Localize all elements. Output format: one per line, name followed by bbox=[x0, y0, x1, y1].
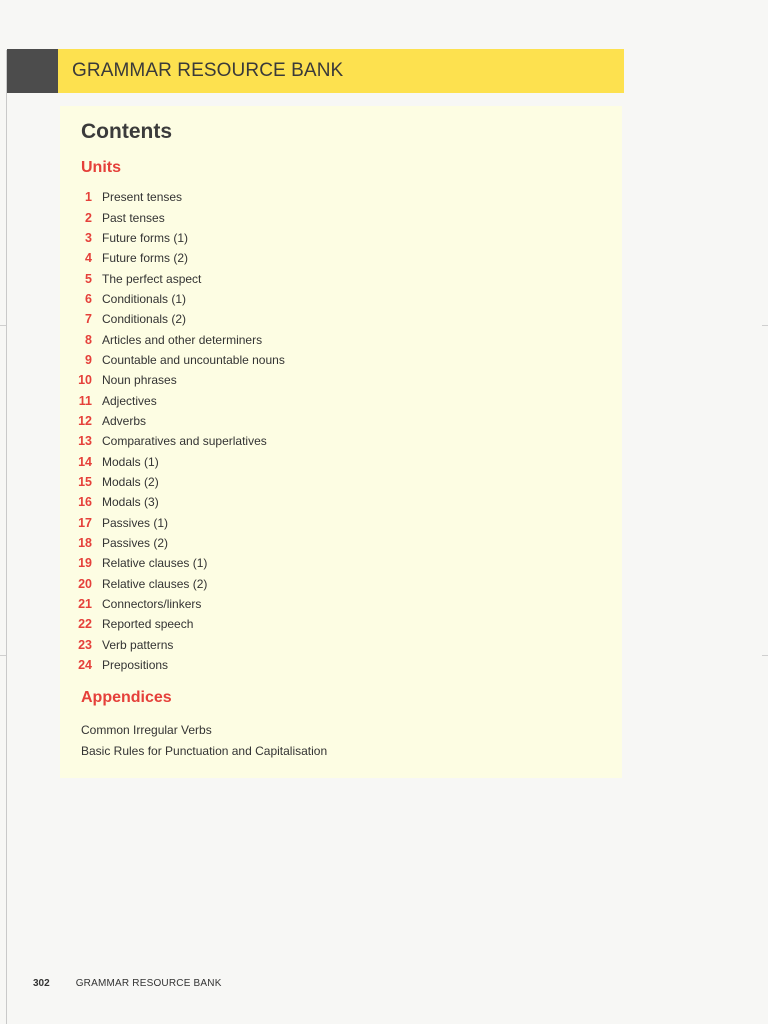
unit-number: 20 bbox=[78, 576, 92, 591]
header-band bbox=[58, 49, 624, 93]
unit-label: Prepositions bbox=[102, 658, 169, 673]
unit-item bbox=[70, 350, 285, 370]
unit-item bbox=[70, 187, 285, 207]
appendices-list bbox=[81, 719, 327, 761]
unit-number: 12 bbox=[78, 413, 92, 428]
unit-label: Noun phrases bbox=[102, 373, 177, 388]
unit-number: 11 bbox=[78, 393, 92, 408]
unit-label: Present tenses bbox=[102, 190, 183, 205]
unit-label: Reported speech bbox=[102, 617, 194, 632]
unit-label: Relative clauses (2) bbox=[102, 576, 208, 591]
header-title: GRAMMAR RESOURCE BANK bbox=[72, 60, 344, 81]
unit-number: 23 bbox=[78, 637, 92, 652]
unit-label: Passives (1) bbox=[102, 515, 169, 530]
unit-number: 13 bbox=[78, 434, 92, 449]
footer-title: GRAMMAR RESOURCE BANK bbox=[75, 978, 222, 989]
unit-item bbox=[70, 390, 285, 410]
unit-label: Future forms (1) bbox=[102, 230, 189, 245]
unit-number: 5 bbox=[85, 271, 92, 286]
unit-number: 7 bbox=[85, 312, 92, 327]
unit-number: 18 bbox=[78, 536, 92, 551]
unit-item bbox=[70, 411, 285, 431]
unit-number: 8 bbox=[85, 332, 92, 347]
unit-item bbox=[70, 472, 285, 492]
unit-label: Conditionals (1) bbox=[102, 291, 187, 306]
unit-number: 3 bbox=[85, 230, 92, 245]
unit-number: 2 bbox=[85, 210, 92, 225]
unit-number: 17 bbox=[78, 515, 92, 530]
unit-item bbox=[70, 533, 285, 553]
unit-item bbox=[70, 228, 285, 248]
unit-item bbox=[70, 431, 285, 451]
unit-label: Adjectives bbox=[102, 393, 157, 408]
appendices-heading: Appendices bbox=[81, 689, 172, 706]
unit-item bbox=[70, 594, 285, 614]
unit-number: 21 bbox=[78, 597, 92, 612]
unit-item bbox=[70, 370, 285, 390]
unit-label: Past tenses bbox=[102, 210, 165, 225]
units-list bbox=[70, 187, 285, 675]
unit-label: Modals (2) bbox=[102, 474, 159, 489]
unit-number: 6 bbox=[85, 291, 92, 306]
unit-label: Connectors/linkers bbox=[102, 597, 202, 612]
right-edge-tick bbox=[762, 325, 768, 326]
unit-item bbox=[70, 655, 285, 675]
unit-label: Adverbs bbox=[102, 413, 147, 428]
unit-number: 24 bbox=[78, 658, 92, 673]
unit-label: Articles and other determiners bbox=[102, 332, 263, 347]
unit-item bbox=[70, 248, 285, 268]
unit-number: 14 bbox=[78, 454, 92, 469]
page-footer bbox=[33, 978, 222, 989]
unit-label: Verb patterns bbox=[102, 637, 174, 652]
unit-item bbox=[70, 268, 285, 288]
page-number: 302 bbox=[33, 978, 50, 989]
appendix-item: Common Irregular Verbs bbox=[81, 722, 212, 737]
unit-item bbox=[70, 329, 285, 349]
unit-item bbox=[70, 207, 285, 227]
page-spine-line bbox=[6, 50, 7, 1024]
contents-title: Contents bbox=[81, 120, 172, 143]
unit-item bbox=[70, 289, 285, 309]
unit-number: 9 bbox=[85, 352, 92, 367]
header-dark-block bbox=[7, 49, 58, 93]
unit-label: Modals (1) bbox=[102, 454, 159, 469]
unit-number: 16 bbox=[78, 495, 92, 510]
left-edge-tick bbox=[0, 655, 6, 656]
unit-item bbox=[70, 635, 285, 655]
unit-number: 22 bbox=[78, 617, 92, 632]
unit-item bbox=[70, 553, 285, 573]
unit-label: Modals (3) bbox=[102, 495, 159, 510]
unit-number: 15 bbox=[78, 474, 92, 489]
unit-label: Comparatives and superlatives bbox=[102, 434, 267, 449]
unit-number: 1 bbox=[85, 190, 92, 205]
appendix-item: Basic Rules for Punctuation and Capitalisation bbox=[81, 743, 328, 758]
unit-number: 10 bbox=[78, 373, 92, 388]
unit-item bbox=[70, 492, 285, 512]
unit-label: Passives (2) bbox=[102, 536, 169, 551]
unit-item bbox=[70, 614, 285, 634]
unit-item bbox=[70, 451, 285, 471]
unit-label: Conditionals (2) bbox=[102, 312, 187, 327]
left-edge-tick bbox=[0, 325, 6, 326]
unit-number: 19 bbox=[78, 556, 92, 571]
unit-label: Future forms (2) bbox=[102, 251, 189, 266]
unit-number: 4 bbox=[85, 251, 92, 266]
unit-label: The perfect aspect bbox=[102, 271, 202, 286]
unit-item bbox=[70, 513, 285, 533]
right-edge-tick bbox=[762, 655, 768, 656]
unit-item bbox=[70, 574, 285, 594]
unit-label: Relative clauses (1) bbox=[102, 556, 208, 571]
unit-label: Countable and uncountable nouns bbox=[102, 352, 285, 367]
unit-item bbox=[70, 309, 285, 329]
units-heading: Units bbox=[81, 159, 121, 176]
